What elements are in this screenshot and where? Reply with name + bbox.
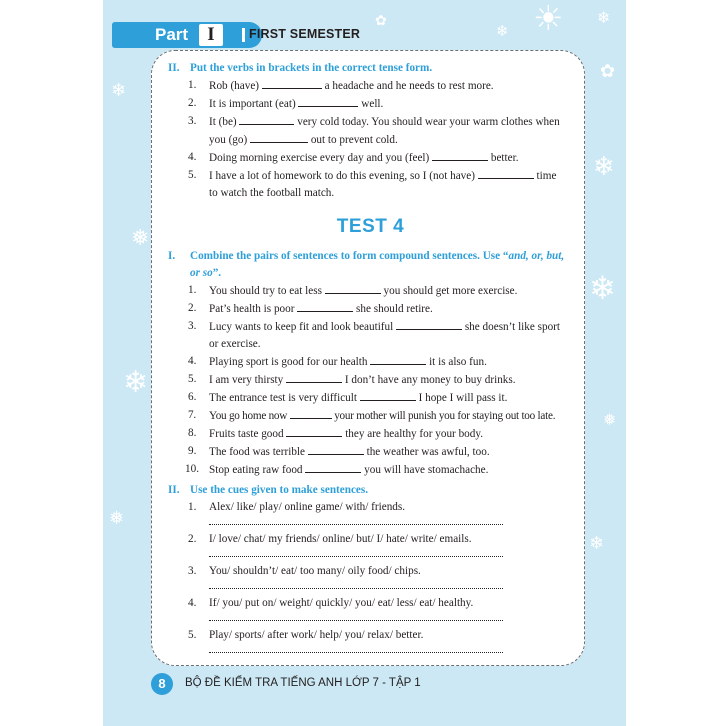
list-item	[168, 407, 573, 425]
part-number: I	[199, 24, 223, 46]
item-text: your mother will punish you for staying out too late.	[331, 410, 556, 422]
answer-blank[interactable]	[298, 95, 358, 107]
list-item	[168, 318, 573, 353]
list-item	[168, 371, 573, 389]
item-text: Play/ sports/ after work/ help/ you/ relax/ better.	[209, 629, 424, 641]
snowflake-icon: ❄	[111, 80, 127, 101]
item-number: 6.	[188, 391, 197, 403]
list-item	[168, 461, 573, 479]
item-text: It (be)	[209, 116, 240, 128]
item-text: a headache and he needs to rest more.	[321, 80, 494, 92]
answer-blank[interactable]	[432, 149, 488, 161]
section-title	[242, 27, 360, 42]
list-item	[168, 113, 573, 149]
item-text: It is important (eat)	[209, 98, 299, 110]
item-text: well.	[358, 98, 384, 110]
list-item	[168, 425, 573, 443]
answer-blank[interactable]	[250, 131, 308, 143]
item-number: 5.	[188, 373, 197, 385]
list-item	[168, 300, 573, 318]
item-text: she doesn’t like sport	[462, 321, 561, 333]
item-text: they are healthy for your body.	[342, 428, 484, 440]
item-text: You should try to eat less	[209, 285, 325, 297]
list-item	[168, 389, 573, 407]
item-text: The entrance test is very difficult	[209, 392, 360, 404]
snowflake-icon: ❅	[109, 508, 125, 529]
item-number: 4.	[188, 151, 197, 163]
list-item	[168, 627, 573, 644]
item-number: 5.	[188, 169, 197, 181]
item-number: 4.	[188, 597, 197, 609]
item-number: 3.	[188, 565, 197, 577]
snowflake-icon: ❄	[593, 152, 615, 182]
answer-blank[interactable]	[286, 425, 342, 437]
snowflake-icon: ✿	[600, 61, 616, 82]
item-text: I/ love/ chat/ my friends/ online/ but/ I/ hate/ write/ emails.	[209, 533, 472, 545]
item-text: I hope I will pass it.	[415, 392, 508, 404]
snowflake-icon: ✿	[375, 13, 387, 29]
item-number: 7.	[188, 409, 196, 421]
snowflake-icon: ❄	[589, 533, 605, 554]
list-item	[168, 353, 573, 371]
item-number: 1.	[188, 79, 197, 91]
part-label: Part	[155, 25, 189, 44]
answer-blank[interactable]	[325, 282, 381, 294]
snowflake-icon: ❄	[589, 269, 616, 307]
list-item	[168, 167, 573, 202]
item-text: Doing morning exercise every day and you (feel)	[209, 152, 433, 164]
book-title: BỘ ĐỀ KIỂM TRA TIẾNG ANH LỚP 7 - TẬP 1	[185, 677, 421, 689]
answer-blank[interactable]	[262, 77, 322, 89]
worksheet-content	[168, 60, 573, 659]
item-number: 8.	[188, 427, 197, 439]
section-heading	[168, 248, 573, 282]
section-heading	[168, 60, 573, 77]
test-title: TEST 4	[336, 216, 405, 237]
section-number: I.	[168, 250, 176, 262]
list-item	[168, 531, 573, 548]
item-text: you (go)	[209, 134, 251, 146]
list-item	[168, 95, 573, 113]
item-text: Rob (have)	[209, 80, 262, 92]
item-text: to watch the football match.	[209, 187, 335, 199]
list-item	[168, 149, 573, 167]
item-text: You go home now	[209, 410, 290, 422]
answer-line[interactable]	[209, 548, 503, 557]
item-number: 9.	[188, 445, 197, 457]
snowflake-icon: ❅	[603, 410, 617, 429]
item-text: Pat’s health is poor	[209, 303, 298, 315]
sun-icon: ☀	[533, 0, 564, 39]
answer-blank[interactable]	[305, 461, 361, 473]
answer-blank[interactable]	[297, 300, 353, 312]
item-text: she should retire.	[353, 303, 433, 315]
part-header	[112, 22, 412, 48]
answer-blank[interactable]	[370, 353, 426, 365]
section-number: II.	[168, 484, 180, 496]
list-item	[168, 499, 573, 516]
item-text: Stop eating raw food	[209, 464, 306, 476]
item-text: you should get more exercise.	[380, 285, 518, 297]
item-text: the weather was awful, too.	[363, 446, 490, 458]
item-text: time	[533, 170, 557, 182]
item-number: 10.	[185, 463, 199, 475]
item-number: 3.	[188, 320, 197, 332]
list-item	[168, 563, 573, 580]
item-number: 1.	[188, 284, 197, 296]
answer-blank[interactable]	[360, 389, 416, 401]
list-item	[168, 443, 573, 461]
list-item	[168, 595, 573, 612]
item-text: or exercise.	[209, 338, 261, 350]
item-text: I have a lot of homework to do this evening, so I (not have)	[209, 170, 478, 182]
item-text: The food was terrible	[209, 446, 308, 458]
snowflake-icon: ❅	[131, 226, 150, 251]
divider	[242, 28, 245, 42]
answer-blank[interactable]	[239, 113, 294, 125]
item-text: I don’t have any money to buy drinks.	[342, 374, 516, 386]
answer-blank[interactable]	[308, 443, 364, 455]
section-instruction: Use the cues given to make sentences.	[190, 484, 369, 496]
section-title-text: FIRST SEMESTER	[249, 27, 361, 41]
item-number: 2.	[188, 97, 197, 109]
item-text: you will have stomachache.	[361, 464, 489, 476]
section-heading	[168, 482, 573, 499]
part-badge	[112, 22, 262, 48]
item-number: 5.	[188, 629, 197, 641]
item-text: very cold today. You should wear your warm clothes when	[294, 116, 560, 128]
item-text: better.	[488, 152, 519, 164]
item-text: it is also fun.	[426, 356, 487, 368]
item-text: Fruits taste good	[209, 428, 287, 440]
answer-line[interactable]	[209, 612, 503, 621]
snowflake-icon: ❄	[496, 22, 509, 40]
item-text: out to prevent cold.	[308, 134, 398, 146]
section-instruction: Combine the pairs of sentences to form compound sentences. Use “	[190, 250, 509, 262]
section-instruction-italic: and, or, but, or so	[190, 250, 565, 279]
item-number: 3.	[188, 115, 197, 127]
page-footer	[151, 673, 491, 697]
item-number: 4.	[188, 355, 197, 367]
section-instruction: ”.	[212, 267, 222, 279]
item-number: 2.	[188, 302, 197, 314]
answer-blank[interactable]	[478, 167, 534, 179]
answer-line[interactable]	[209, 644, 503, 653]
answer-blank[interactable]	[286, 371, 342, 383]
item-text: Lucy wants to keep fit and look beautiful	[209, 321, 397, 333]
answer-line[interactable]	[209, 516, 503, 525]
snowflake-icon: ❄	[123, 365, 149, 400]
page-number: 8	[151, 673, 173, 695]
answer-blank[interactable]	[290, 407, 332, 419]
item-text: If/ you/ put on/ weight/ quickly/ you/ eat/ less/ eat/ healthy.	[209, 597, 474, 609]
list-item	[168, 77, 573, 95]
answer-line[interactable]	[209, 580, 503, 589]
item-text: You/ shouldn’t/ eat/ too many/ oily food/ chips.	[209, 565, 421, 577]
list-item	[168, 282, 573, 300]
item-text: Alex/ like/ play/ online game/ with/ friends.	[209, 501, 406, 513]
item-text: Playing sport is good for our health	[209, 356, 371, 368]
item-text: I am very thirsty	[209, 374, 287, 386]
answer-blank[interactable]	[396, 318, 462, 330]
section-number: II.	[168, 62, 180, 74]
item-number: 1.	[188, 501, 197, 513]
section-instruction: Put the verbs in brackets in the correct tense form.	[190, 62, 433, 74]
item-number: 2.	[188, 533, 197, 545]
snowflake-icon: ❄	[597, 8, 611, 27]
